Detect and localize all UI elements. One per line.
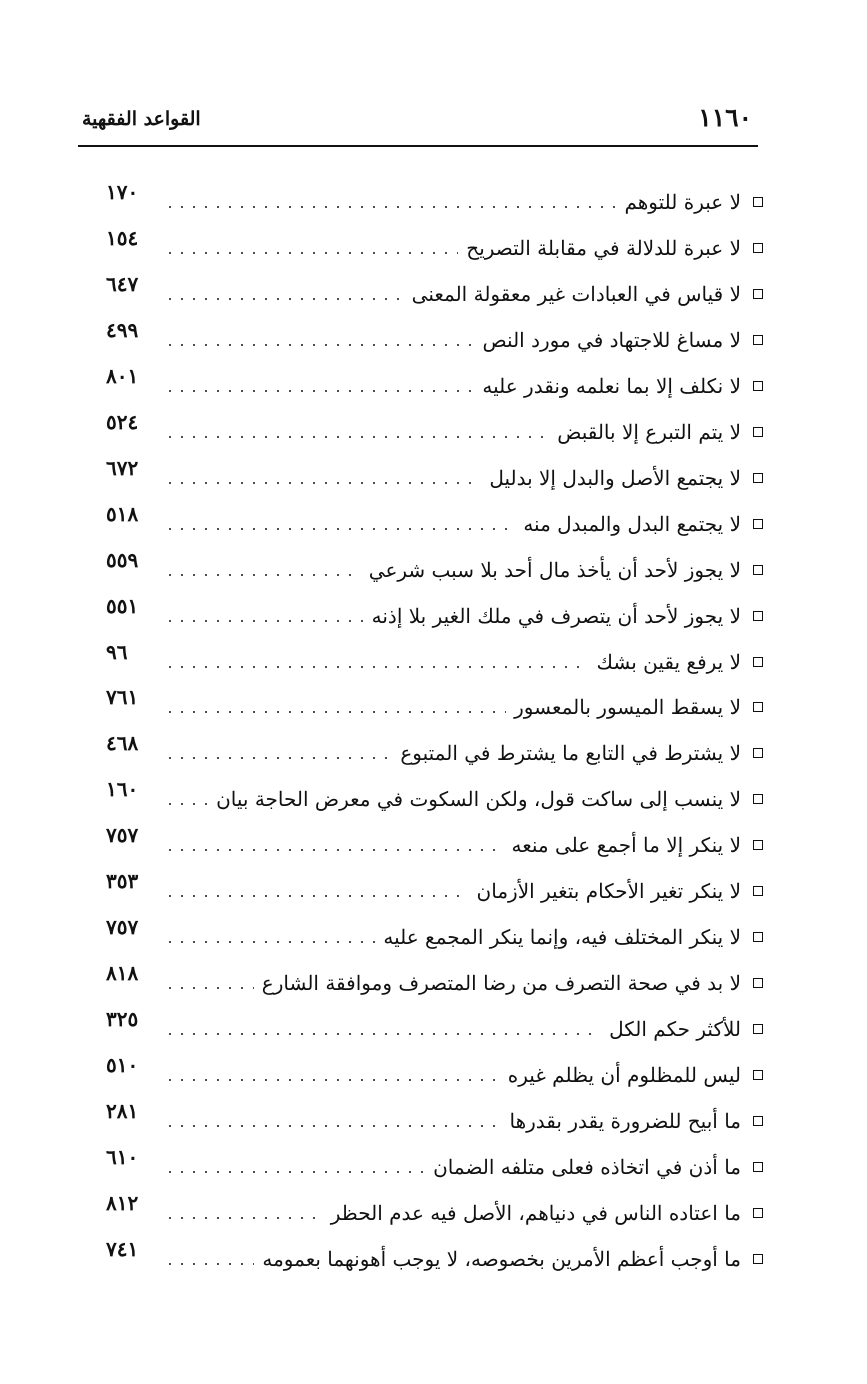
dot-leader bbox=[164, 252, 458, 254]
square-bullet-icon bbox=[753, 289, 763, 299]
entry-page-number: ١٧٠ bbox=[106, 180, 139, 204]
entry-page-number: ٨١٨ bbox=[106, 961, 139, 986]
index-entry-row bbox=[100, 1195, 765, 1231]
dot-leader bbox=[164, 941, 375, 943]
index-entry-row bbox=[100, 1011, 765, 1047]
entry-text: لا يشترط في التابع ما يشترط في المتبوع bbox=[400, 741, 741, 766]
entry-text: لا يجتمع البدل والمبدل منه bbox=[523, 511, 741, 536]
running-header bbox=[78, 100, 758, 136]
square-bullet-icon bbox=[753, 702, 763, 712]
index-entry bbox=[100, 316, 765, 362]
index-entry bbox=[100, 178, 765, 224]
entry-text: لا يجوز لأحد أن يأخذ مال أحد بلا سبب شرعي bbox=[368, 557, 741, 582]
dot-leader bbox=[164, 390, 474, 392]
entry-text: لا يجوز لأحد أن يتصرف في ملك الغير بلا إذنه bbox=[371, 603, 741, 628]
square-bullet-icon bbox=[753, 611, 763, 621]
entry-text: ما أوجب أعظم الأمرين بخصوصه، لا يوجب أهونهما بعمومه bbox=[262, 1246, 741, 1271]
entry-page-number: ١٥٤ bbox=[106, 225, 139, 250]
square-bullet-icon bbox=[753, 1208, 763, 1218]
index-entry-row bbox=[100, 644, 765, 680]
page-number: ١١٦٠ bbox=[698, 103, 752, 132]
dot-leader bbox=[164, 436, 549, 438]
square-bullet-icon bbox=[753, 1254, 763, 1264]
dot-leader bbox=[164, 1079, 500, 1081]
index-entry bbox=[100, 546, 765, 592]
entry-page-number: ٥٢٤ bbox=[106, 409, 139, 434]
entry-page-number: ٣٥٣ bbox=[106, 869, 139, 894]
index-entry bbox=[100, 454, 765, 500]
index-entry-row bbox=[100, 1103, 765, 1139]
dot-leader bbox=[164, 895, 469, 897]
index-entry bbox=[100, 638, 765, 684]
entry-page-number: ٧٥٧ bbox=[106, 823, 139, 848]
entry-text: ليس للمظلوم أن يظلم غيره bbox=[507, 1063, 741, 1088]
entry-page-number: ٤٩٩ bbox=[106, 317, 139, 342]
entry-text: لا نكلف إلا بما نعلمه ونقدر عليه bbox=[482, 373, 741, 398]
square-bullet-icon bbox=[753, 794, 763, 804]
entry-text: لا ينكر تغير الأحكام بتغير الأزمان bbox=[476, 879, 741, 904]
dot-leader bbox=[164, 1033, 601, 1035]
entry-page-number: ٨١٢ bbox=[106, 1190, 139, 1215]
entry-page-number: ٨٠١ bbox=[106, 363, 139, 388]
dot-leader bbox=[164, 206, 616, 208]
entry-page-number: ٥٥١ bbox=[106, 593, 139, 618]
entry-text: لا عبرة للدلالة في مقابلة التصريح bbox=[466, 235, 741, 260]
entry-text: لا ينكر إلا ما أجمع على منعه bbox=[511, 833, 741, 858]
index-entry-row bbox=[100, 184, 765, 220]
index-entry-row bbox=[100, 689, 765, 725]
square-bullet-icon bbox=[753, 657, 763, 667]
entry-page-number: ٩٦ bbox=[106, 639, 128, 664]
index-entry-row bbox=[100, 322, 765, 358]
dot-leader bbox=[164, 1263, 254, 1265]
dot-leader bbox=[164, 482, 481, 484]
index-entry bbox=[100, 729, 765, 775]
index-entry bbox=[100, 1005, 765, 1051]
square-bullet-icon bbox=[753, 1116, 763, 1126]
square-bullet-icon bbox=[753, 1024, 763, 1034]
index-entry bbox=[100, 1097, 765, 1143]
index-entry bbox=[100, 913, 765, 959]
index-entry-row bbox=[100, 735, 765, 771]
index-entry bbox=[100, 1051, 765, 1097]
index-list bbox=[100, 178, 765, 1281]
index-entry-row bbox=[100, 506, 765, 542]
entry-text: ما أذن في اتخاذه فعلى متلفه الضمان bbox=[433, 1155, 741, 1180]
dot-leader bbox=[164, 803, 208, 805]
index-entry bbox=[100, 867, 765, 913]
dot-leader bbox=[164, 1217, 323, 1219]
index-entry-row bbox=[100, 598, 765, 634]
index-entry-row bbox=[100, 919, 765, 955]
dot-leader bbox=[164, 620, 364, 622]
square-bullet-icon bbox=[753, 565, 763, 575]
index-entry-row bbox=[100, 1149, 765, 1185]
dot-leader bbox=[164, 574, 361, 576]
square-bullet-icon bbox=[753, 197, 763, 207]
index-entry bbox=[100, 592, 765, 638]
entry-text: ما اعتاده الناس في دنياهم، الأصل فيه عدم الحظر bbox=[330, 1200, 741, 1225]
entry-text: لا يرفع يقين بشك bbox=[596, 649, 741, 674]
index-entry bbox=[100, 775, 765, 821]
dot-leader bbox=[164, 987, 254, 989]
index-entry-row bbox=[100, 230, 765, 266]
index-entry bbox=[100, 1189, 765, 1235]
index-entry bbox=[100, 1143, 765, 1189]
square-bullet-icon bbox=[753, 1070, 763, 1080]
entry-page-number: ٢٨١ bbox=[106, 1099, 139, 1124]
entry-text: لا ينسب إلى ساكت قول، ولكن السكوت في معرض الحاجة بيان bbox=[216, 787, 741, 812]
header-divider bbox=[78, 145, 758, 147]
entry-page-number: ٥١٨ bbox=[106, 501, 139, 526]
index-entry bbox=[100, 959, 765, 1005]
index-entry-row bbox=[100, 965, 765, 1001]
index-entry-row bbox=[100, 1241, 765, 1277]
index-entry-row bbox=[100, 414, 765, 450]
index-entry bbox=[100, 1235, 765, 1281]
index-entry bbox=[100, 224, 765, 270]
entry-page-number: ٦٧٢ bbox=[106, 455, 139, 480]
index-entry-row bbox=[100, 1057, 765, 1093]
square-bullet-icon bbox=[753, 932, 763, 942]
entry-page-number: ٧٤١ bbox=[106, 1236, 139, 1261]
index-entry bbox=[100, 821, 765, 867]
index-entry-row bbox=[100, 552, 765, 588]
index-entry-row bbox=[100, 873, 765, 909]
dot-leader bbox=[164, 666, 589, 668]
entry-text: لا مساغ للاجتهاد في مورد النص bbox=[482, 327, 741, 352]
dot-leader bbox=[164, 849, 504, 851]
index-entry-row bbox=[100, 827, 765, 863]
index-entry-row bbox=[100, 276, 765, 312]
dot-leader bbox=[164, 757, 392, 759]
square-bullet-icon bbox=[753, 840, 763, 850]
index-entry bbox=[100, 270, 765, 316]
index-entry-row bbox=[100, 460, 765, 496]
entry-page-number: ٧٥٧ bbox=[106, 915, 139, 940]
entry-text: للأكثر حكم الكل bbox=[609, 1017, 741, 1042]
entry-text: لا ينكر المختلف فيه، وإنما ينكر المجمع عليه bbox=[383, 925, 741, 950]
dot-leader bbox=[164, 1171, 425, 1173]
dot-leader bbox=[164, 344, 475, 346]
entry-text: لا يسقط الميسور بالمعسور bbox=[514, 695, 741, 720]
entry-page-number: ١٦٠ bbox=[106, 777, 139, 802]
index-entry-row bbox=[100, 368, 765, 404]
entry-text: لا عبرة للتوهم bbox=[624, 190, 741, 214]
entry-page-number: ٦٤٧ bbox=[106, 271, 139, 296]
index-entry bbox=[100, 683, 765, 729]
entry-text: لا قياس في العبادات غير معقولة المعنى bbox=[411, 281, 741, 306]
dot-leader bbox=[164, 1125, 501, 1127]
square-bullet-icon bbox=[753, 886, 763, 896]
entry-page-number: ٥١٠ bbox=[106, 1053, 139, 1078]
entry-text: لا يجتمع الأصل والبدل إلا بدليل bbox=[489, 465, 741, 490]
square-bullet-icon bbox=[753, 335, 763, 345]
square-bullet-icon bbox=[753, 243, 763, 253]
dot-leader bbox=[164, 528, 515, 530]
square-bullet-icon bbox=[753, 519, 763, 529]
entry-page-number: ٥٥٩ bbox=[106, 547, 139, 572]
square-bullet-icon bbox=[753, 427, 763, 437]
square-bullet-icon bbox=[753, 381, 763, 391]
entry-page-number: ٦١٠ bbox=[106, 1145, 139, 1170]
index-entry bbox=[100, 500, 765, 546]
entry-text: لا يتم التبرع إلا بالقبض bbox=[557, 419, 741, 444]
square-bullet-icon bbox=[753, 1162, 763, 1172]
index-entry-row bbox=[100, 781, 765, 817]
dot-leader bbox=[164, 711, 506, 713]
index-entry bbox=[100, 408, 765, 454]
index-entry bbox=[100, 362, 765, 408]
square-bullet-icon bbox=[753, 473, 763, 483]
entry-page-number: ٤٦٨ bbox=[106, 731, 139, 756]
entry-text: لا بد في صحة التصرف من رضا المتصرف وموافقة الشارع bbox=[261, 971, 741, 996]
square-bullet-icon bbox=[753, 748, 763, 758]
dot-leader bbox=[164, 298, 404, 300]
running-title: القواعد الفقهية bbox=[82, 108, 201, 130]
square-bullet-icon bbox=[753, 978, 763, 988]
entry-page-number: ٧٦١ bbox=[106, 685, 139, 710]
entry-text: ما أبيح للضرورة يقدر بقدرها bbox=[509, 1109, 741, 1134]
entry-page-number: ٣٢٥ bbox=[106, 1007, 139, 1032]
